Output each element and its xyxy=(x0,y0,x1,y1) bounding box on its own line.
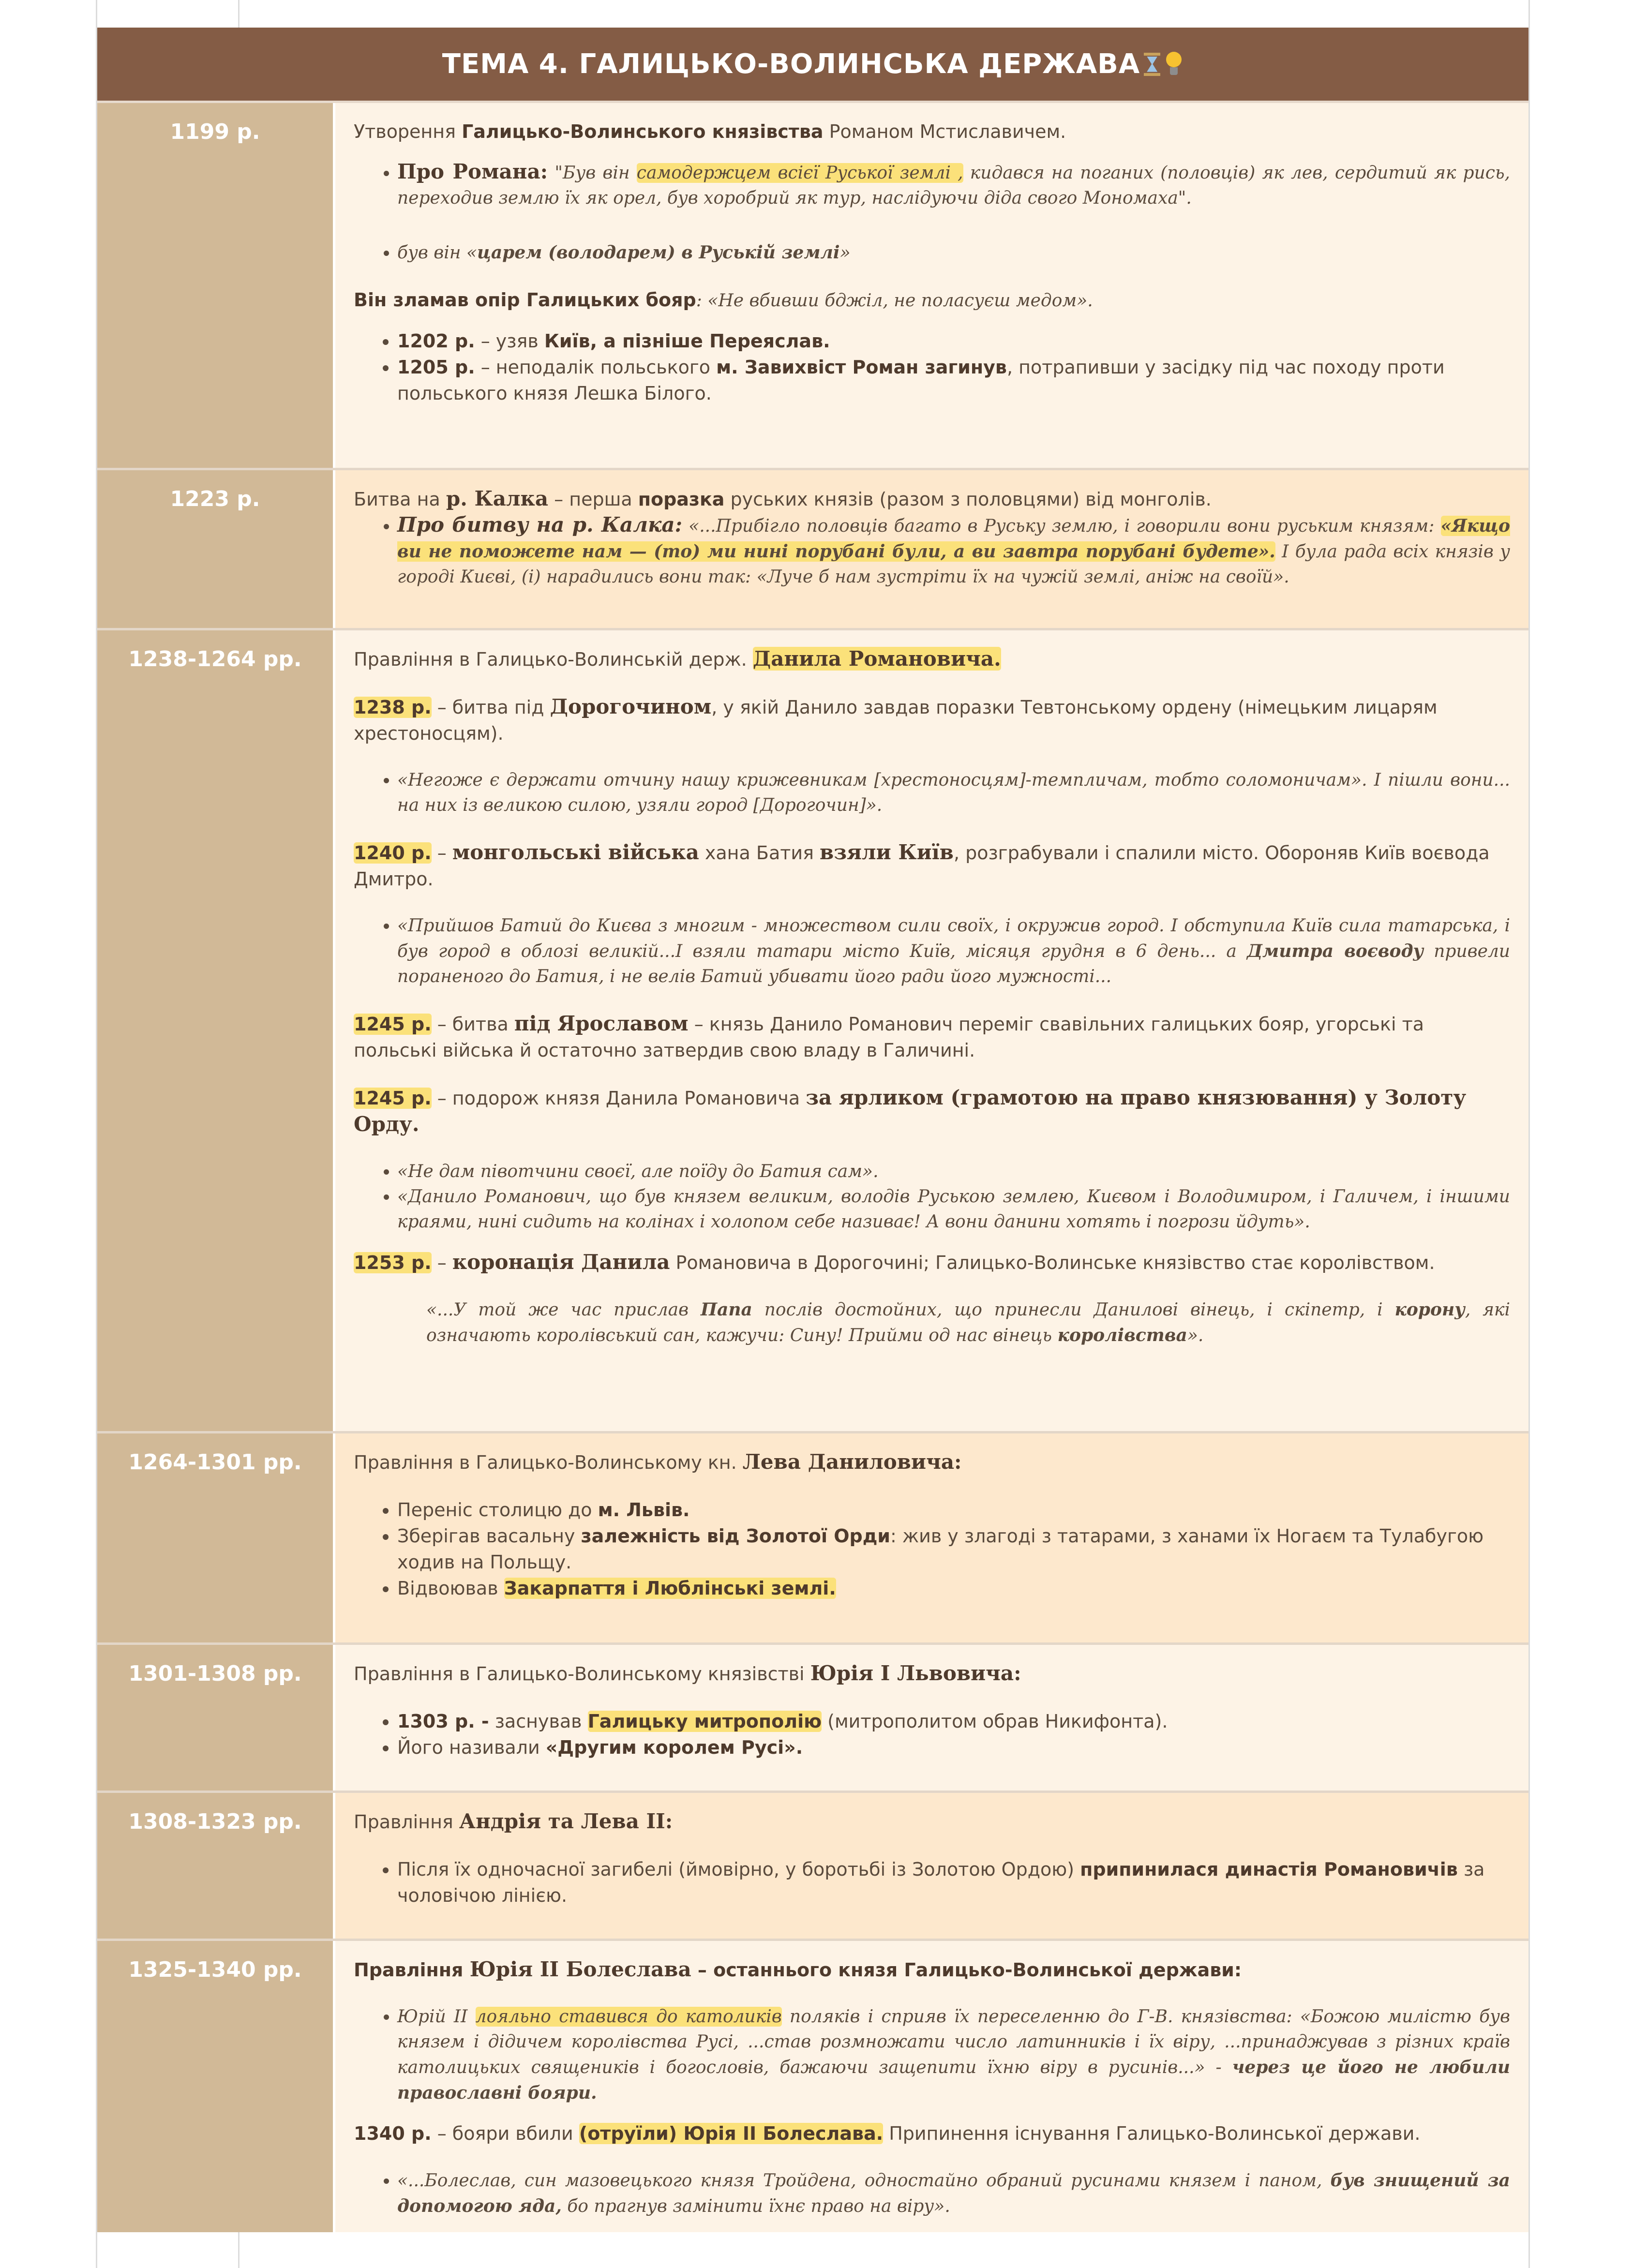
event-list xyxy=(354,1497,1510,1601)
content-cell xyxy=(335,1941,1528,2232)
list-item: • Юрій ІІ лояльно ставився до католиків поляків і сприяв їх переселенню до Г-В. князівства: «Божою милістю був князем і дідичем королівства Русі, ...став розмножати число латинників і їх віру, ...принаджував з різних країв католицьких священиків і богословів, бажаючи защепити їхню віру в русинів...» - через це його не любили православні бояри. xyxy=(397,2004,1510,2106)
event-list xyxy=(354,328,1510,406)
event-text: Він зламав опір Галицьких бояр: «Не вбивши бджіл, не поласуєш медом». xyxy=(354,289,1093,311)
date-cell: 1223 р. xyxy=(97,470,335,628)
timeline-row-1301-1308 xyxy=(97,1645,1528,1793)
quote-list xyxy=(354,913,1510,989)
content-cell xyxy=(335,103,1528,468)
date-cell: 1301-1308 рр. xyxy=(97,1645,335,1791)
content-cell xyxy=(335,470,1528,628)
event-text: 1245 р. – битва під Ярославом – князь Данило Романович переміг свавільних галицьких бояр, угорські та польські війська й остаточно затвердив свою владу в Галичині. xyxy=(354,1012,1424,1061)
quote-list xyxy=(354,512,1510,590)
quote-text: «...У той же час прислав Папа послів достойних, що принесли Данилові вінець, і скіпетр, і корону, які означають королівський сан, кажучи: Сину! Прийми од нас вінець королівства». xyxy=(426,1299,1511,1345)
event-text: 1240 р. – монгольські війська хана Батия взяли Київ, розграбували і спалили місто. Обороняв Київ воєвода Дмитро. xyxy=(354,840,1490,890)
event-text: 1340 р. – бояри вбили (отруїли) Юрія ІІ Болеслава. Припинення існування Галицько-Волинської держави. xyxy=(354,2123,1421,2144)
column-divider-bottom xyxy=(238,2232,240,2268)
list-item: • Про битву на р. Калка: «...Прибігло половців багато в Руську землю, і говорили вони руським князям: «Якщо ви не поможете нам — (то) ми нині порубані були, а ви завтра порубані будете». І була рада всіх князів у городі Києві, (і) нарадились вони так: «Луче б нам зустріти їх на чужій землі, аніж на своїй». xyxy=(397,512,1510,590)
event-text: 1253 р. – коронація Данила Романовича в Дорогочині; Галицько-Волинське князівство стає королівством. xyxy=(354,1250,1435,1274)
event-text: Правління в Галицько-Волинському кн. Лева Даниловича: xyxy=(354,1450,962,1474)
quote-list xyxy=(354,768,1510,818)
list-item: • «Не дам півотчини своєї, але поїду до Батия сам». xyxy=(397,1159,1510,1184)
event-list xyxy=(354,1856,1510,1909)
list-item: • 1303 р. - заснував Галицьку митрополію (митрополитом обрав Никифонта). xyxy=(397,1708,1510,1734)
content-cell xyxy=(335,1433,1528,1642)
content-cell xyxy=(335,630,1528,1431)
list-item: • Відвоював Закарпаття і Люблінські землі. xyxy=(397,1575,1510,1601)
date-cell: 1264-1301 рр. xyxy=(97,1433,335,1642)
list-item: • Після їх одночасної загибелі (ймовірно, у боротьбі із Золотою Ордою) припинилася династія Романовичів за чоловічою лінією. xyxy=(397,1856,1510,1909)
list-item: • «Прийшов Батий до Києва з многим - множеством сили своїх, і окружив город. І обступила Київ сила татарська, і був город в облозі великій...І взяли татари місто Київ, місяця грудня в 6 день... а Дмитра воєводу привели пораненого до Батия, і не велів Батий убивати його ради його мужності... xyxy=(397,913,1510,989)
event-list xyxy=(354,1708,1510,1761)
quote-list xyxy=(354,2004,1510,2106)
list-item: • був він «царем (володарем) в Руській землі» xyxy=(397,240,1510,266)
timeline-row-1223 xyxy=(97,470,1528,630)
event-text: Правління в Галицько-Волинському князівстві Юрія І Львовича: xyxy=(354,1661,1021,1685)
hourglass-icon xyxy=(1144,53,1160,76)
list-item: • «Данило Романович, що був князем великим, володів Руською землею, Києвом і Володимиром, і Галичем, і іншими краями, нині сидить на колінах і холопом себе називає! А вони данини хотять і погрози йдуть». xyxy=(397,1184,1510,1235)
event-text: 1245 р. – подорож князя Данила Романовича за ярликом (грамотою на право князювання) у Золоту Орду. xyxy=(354,1086,1467,1136)
light-bulb-icon xyxy=(1164,52,1184,77)
date-cell: 1308-1323 рр. xyxy=(97,1793,335,1939)
content-cell xyxy=(335,1645,1528,1791)
event-text: Правління в Галицько-Волинській держ. Данила Романовича. xyxy=(354,647,1001,671)
event-text: Правління Юрія ІІ Болеслава – останнього князя Галицько-Волинської держави: xyxy=(354,1957,1242,1981)
page-title: ТЕМА 4. ГАЛИЦЬКО-ВОЛИНСЬКА ДЕРЖАВА xyxy=(442,48,1140,80)
list-item: • 1205 р. – неподалік польського м. Завихвіст Роман загинув, потрапивши у засідку під час походу проти польського князя Лешка Білого. xyxy=(397,354,1510,406)
column-divider-top xyxy=(238,0,240,28)
content-cell xyxy=(335,1793,1528,1939)
quote-list xyxy=(354,1159,1510,1235)
timeline-row-1238-1264 xyxy=(97,630,1528,1433)
list-item: • Його називали «Другим королем Русі». xyxy=(397,1734,1510,1761)
quote-list xyxy=(354,2168,1510,2219)
list-item: • 1202 р. – узяв Київ, а пізніше Переяслав. xyxy=(397,328,1510,354)
list-item: • «...Болеслав, син мазовецького князя Тройдена, одностайно обраний русинами князем і паном, був знищений за допомогою яда, бо прагнув замінити їхнє право на віру». xyxy=(397,2168,1510,2219)
timeline-row-1325-1340 xyxy=(97,1941,1528,2232)
event-text: 1238 р. – битва під Дорогочином, у якій Данило завдав поразки Тевтонському ордену (німецьким лицарям хрестоносцям). xyxy=(354,695,1438,744)
date-cell: 1325-1340 рр. xyxy=(97,1941,335,2232)
timeline-row-1264-1301 xyxy=(97,1433,1528,1645)
event-text: Утворення Галицько-Волинського князівства Романом Мстиславичем. xyxy=(354,121,1066,142)
list-item: • Переніс столицю до м. Львів. xyxy=(397,1497,1510,1523)
date-cell: 1238-1264 рр. xyxy=(97,630,335,1431)
quote-list xyxy=(354,159,1510,266)
timeline-row-1199 xyxy=(97,103,1528,470)
list-item: • Про Романа: "Був він самодержцем всієї Руської землі , кидався на поганих (половців) як лев, сердитий як рись, переходив землю їх як орел, був хоробрий як тур, наслідуючи діда свого Мономаха". xyxy=(397,159,1510,211)
topic-title-bar xyxy=(97,28,1528,103)
event-text: Битва на р. Калка – перша поразка руських князів (разом з половцями) від монголів. xyxy=(354,487,1212,510)
list-item: • «Негоже є держати отчину нашу крижевникам [хрестоносцям]-темпличам, тобто соломоничам». І пішли вони... на них із великою силою, узяли город [Дорогочин]». xyxy=(397,768,1510,818)
date-cell: 1199 р. xyxy=(97,103,335,468)
timeline-row-1308-1323 xyxy=(97,1793,1528,1941)
event-text: Правління Андрія та Лева ІІ: xyxy=(354,1809,673,1833)
list-item: • Зберігав васальну залежність від Золотої Орди: жив у злагоді з татарами, з ханами їх Ногаєм та Тулабугою ходив на Польщу. xyxy=(397,1523,1510,1575)
